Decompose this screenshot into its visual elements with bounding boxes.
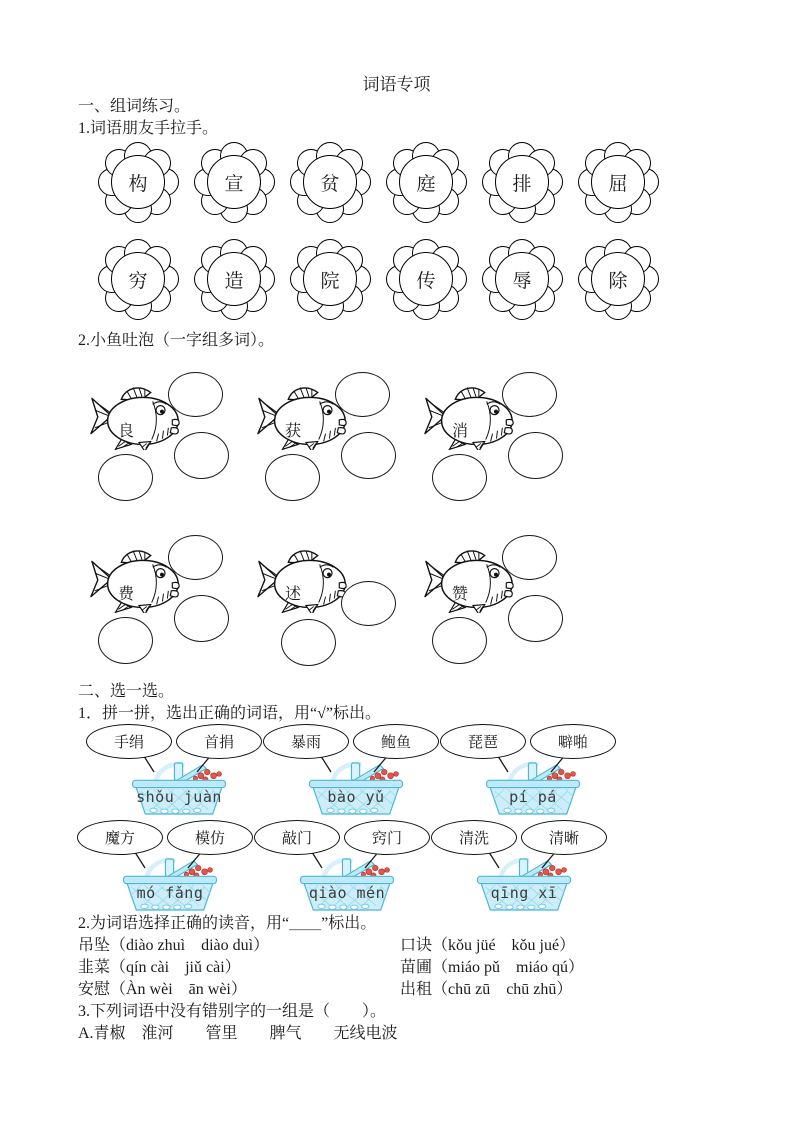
answer-bubble xyxy=(281,619,336,666)
answer-bubble xyxy=(341,432,396,479)
fish-cell xyxy=(88,372,228,502)
question-2-2: 2.为词语选择正确的读音，用“＿＿”标出。 xyxy=(78,915,377,932)
pronunciation-item: 苗圃（miáo pǔ miáo qú） xyxy=(400,959,584,976)
fish-row-2 xyxy=(88,535,562,665)
fish-icon xyxy=(255,547,353,613)
question-2-3: 3.下列词语中没有错别字的一组是（ ）。 xyxy=(78,1003,387,1020)
pronunciation-item: 韭菜（qín cài jiǔ cài） xyxy=(78,959,241,976)
pinyin-label: bào yǔ xyxy=(327,788,385,806)
fish-cell xyxy=(422,535,562,665)
pinyin-label: pí pá xyxy=(509,788,557,806)
pronunciation-item: 吊坠（diào zhuì diào duì） xyxy=(78,937,270,954)
pronunciation-item: 口诀（kǒu jüé kǒu jué） xyxy=(400,937,576,954)
question-1-2: 2.小鱼吐泡（一字组多词）。 xyxy=(78,332,275,349)
flower-icon xyxy=(289,238,369,318)
flower-icon xyxy=(385,238,465,318)
pinyin-label: qīng xī xyxy=(490,884,558,902)
basket-group xyxy=(429,818,606,914)
word-option: 琵琶 xyxy=(440,724,526,759)
answer-bubble xyxy=(168,372,223,417)
answer-bubble xyxy=(98,454,153,501)
word-option: 窍门 xyxy=(344,820,430,855)
fish-cell xyxy=(255,535,395,665)
fish-character: 赞 xyxy=(452,586,469,603)
basket-group xyxy=(84,722,261,818)
answer-bubble xyxy=(335,372,390,417)
basket-group xyxy=(75,818,252,914)
fish xyxy=(255,547,353,613)
flower-row-2 xyxy=(97,238,657,318)
fish-character: 获 xyxy=(285,423,302,440)
flower-character: 宣 xyxy=(207,155,261,209)
pronunciation-item: 出租（chū zū chū zhū） xyxy=(400,981,573,998)
question-1-1: 1.词语朋友手拉手。 xyxy=(78,120,219,137)
fish-character: 述 xyxy=(285,586,302,603)
flower-character: 造 xyxy=(207,252,261,306)
flower-icon xyxy=(193,238,273,318)
pinyin-label: mó fǎng xyxy=(136,884,204,902)
fish-cell xyxy=(88,535,228,665)
word-option: 首捐 xyxy=(176,724,262,759)
answer-bubble xyxy=(265,454,320,501)
word-option: 噼啪 xyxy=(530,724,616,759)
fish-character: 良 xyxy=(118,423,135,440)
flower-icon xyxy=(97,141,177,221)
answer-bubble xyxy=(98,617,153,664)
basket-row-2 xyxy=(75,818,606,914)
basket-group xyxy=(252,818,429,914)
flower-icon xyxy=(481,141,561,221)
answer-bubble xyxy=(508,432,563,479)
answer-bubble xyxy=(432,617,487,664)
flower-character: 穷 xyxy=(111,252,165,306)
flower-character: 除 xyxy=(591,252,645,306)
section2-heading: 二、选一选。 xyxy=(78,683,175,700)
flower-character: 排 xyxy=(495,155,549,209)
fish-character: 费 xyxy=(118,586,135,603)
word-option: 敲门 xyxy=(254,820,340,855)
fish-grid xyxy=(88,372,562,665)
section1-heading: 一、组词练习。 xyxy=(78,98,191,115)
word-option: 模仿 xyxy=(167,820,253,855)
flower-character: 传 xyxy=(399,252,453,306)
flower-character: 院 xyxy=(303,252,357,306)
flower-character: 辱 xyxy=(495,252,549,306)
fish-cell xyxy=(422,372,562,502)
pronunciation-row xyxy=(78,932,758,954)
answer-bubble xyxy=(502,372,557,417)
question-2-1: 1．拼一拼，选出正确的词语，用“√”标出。 xyxy=(78,705,381,722)
word-option: 手绢 xyxy=(86,724,172,759)
basket-row-1 xyxy=(84,722,615,818)
word-option: 鲍鱼 xyxy=(353,724,439,759)
page-title: 词语专项 xyxy=(362,75,431,94)
word-option: 清洗 xyxy=(431,820,517,855)
flower-character: 屈 xyxy=(591,155,645,209)
answer-bubble xyxy=(168,535,223,580)
pronunciation-row xyxy=(78,954,758,976)
word-option: 清晰 xyxy=(521,820,607,855)
fish-row-1 xyxy=(88,372,562,502)
basket-group xyxy=(261,722,438,818)
flower-icon xyxy=(577,238,657,318)
pinyin-label: shǒu juàn xyxy=(136,788,222,806)
flower-character: 贫 xyxy=(303,155,357,209)
pronunciation-item: 安慰（Àn wèi ān wèi） xyxy=(78,981,247,998)
answer-bubble xyxy=(508,595,563,642)
flower-character: 构 xyxy=(111,155,165,209)
word-option: 魔方 xyxy=(77,820,163,855)
pinyin-label: qiào mén xyxy=(308,884,386,902)
answer-bubble xyxy=(174,432,229,479)
answer-bubble xyxy=(432,454,487,501)
fish-character: 消 xyxy=(452,423,469,440)
flower-icon xyxy=(193,141,273,221)
flower-row-1 xyxy=(97,141,657,221)
pronunciation-list xyxy=(78,932,758,998)
question-2-3-option-a: A.青椒 淮河 管里 脾气 无线电波 xyxy=(78,1025,398,1042)
pronunciation-row xyxy=(78,976,758,998)
flower-icon xyxy=(97,238,177,318)
answer-bubble xyxy=(341,581,396,626)
answer-bubble xyxy=(174,595,229,642)
basket-group xyxy=(438,722,615,818)
flower-character: 庭 xyxy=(399,155,453,209)
flower-icon xyxy=(577,141,657,221)
fish-cell xyxy=(255,372,395,502)
flower-icon xyxy=(289,141,369,221)
answer-bubble xyxy=(502,535,557,580)
flower-icon xyxy=(385,141,465,221)
word-option: 暴雨 xyxy=(263,724,349,759)
flower-icon xyxy=(481,238,561,318)
